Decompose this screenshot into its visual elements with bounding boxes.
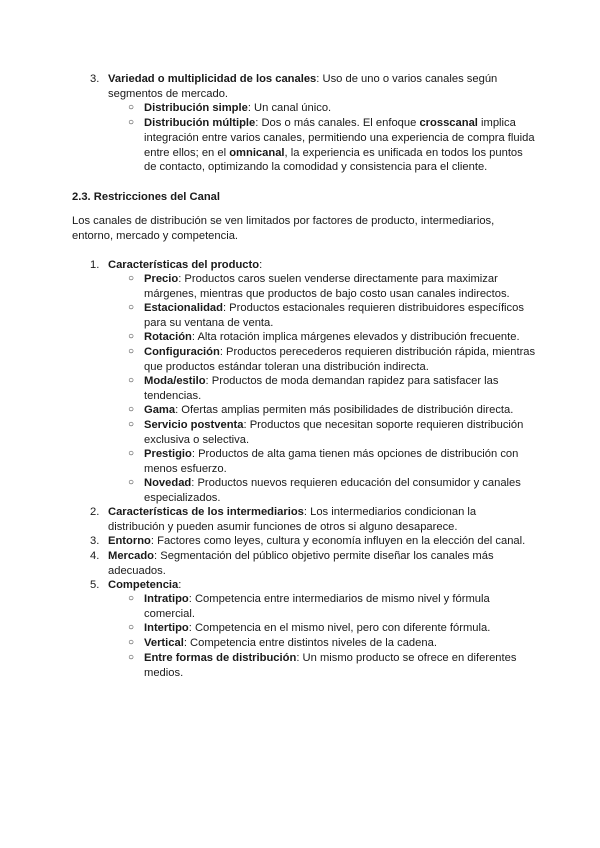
list-item-text: : Segmentación del público objetivo permite diseñar los canales más adecuados. <box>108 550 494 577</box>
list-number: 3. <box>90 73 100 85</box>
sub-item-text: : Productos perecederos requieren distribución rápida, mientras que productos estándar toleran una distribución indirecta. <box>144 346 536 373</box>
list-item-title: Características de los intermediarios <box>108 506 304 518</box>
list-item-title: Variedad o multiplicidad de los canales <box>108 73 317 85</box>
sub-item-text: : Competencia entre distintos niveles de la cadena. <box>183 637 437 649</box>
list-item-title: Mercado <box>108 550 155 562</box>
list-item-text: : <box>178 579 182 591</box>
sub-item-title: Prestigio <box>144 448 192 460</box>
sub-item-text-3: , la experiencia es unificada en todos los puntos de contacto, optimizando la comodidad y consistencia para el cliente. <box>144 146 523 174</box>
bullet-circle: ○ <box>128 375 135 386</box>
bullet-circle: ○ <box>128 593 135 604</box>
list-item-text: : Uso de uno o varios canales según segmentos de mercado. <box>108 73 498 100</box>
sub-item-servicio-postventa <box>128 418 536 448</box>
bullet-circle: ○ <box>128 448 135 459</box>
bullet-circle: ○ <box>128 273 135 284</box>
sub-item-title: Intertipo <box>144 622 189 634</box>
sub-item-intertipo <box>128 621 544 636</box>
sub-item-title: Servicio postventa <box>144 419 244 431</box>
sub-item-entre-formas <box>128 651 536 681</box>
list-item-variedad <box>90 72 528 102</box>
list-number: 2. <box>90 506 100 518</box>
sub-item-gama <box>128 403 544 418</box>
bullet-circle: ○ <box>128 302 135 313</box>
bullet-circle: ○ <box>128 346 135 357</box>
sub-item-text: : Productos estacionales requieren distribuidores específicos para su ventana de venta. <box>144 302 524 329</box>
list-number: 3. <box>90 535 100 547</box>
sub-item-text: : Productos de moda demandan rapidez para satisfacer las tendencias. <box>144 375 499 402</box>
sub-item-estacionalidad <box>128 301 536 331</box>
list-item-text: : <box>259 259 263 271</box>
list-item-producto <box>90 258 528 273</box>
section-heading: 2.3. Restricciones del Canal <box>72 191 220 203</box>
bullet-circle: ○ <box>128 331 135 342</box>
bullet-circle: ○ <box>128 477 135 488</box>
list-number: 1. <box>90 259 100 271</box>
list-item-intermediarios <box>90 505 508 535</box>
bullet-circle: ○ <box>128 652 135 663</box>
sub-item-precio <box>128 272 536 302</box>
bullet-circle: ○ <box>128 622 135 633</box>
bullet-circle: ○ <box>128 419 135 430</box>
list-item-title: Características del producto <box>108 259 260 271</box>
sub-item-text: : Competencia entre intermediarios de mismo nivel y fórmula comercial. <box>144 593 490 620</box>
sub-item-vertical <box>128 636 544 651</box>
sub-item-text: : Productos que necesitan soporte requieren distribución exclusiva o selectiva. <box>144 419 524 446</box>
sub-item-rotacion <box>128 330 544 345</box>
sub-item-text: : Productos caros suelen venderse directamente para maximizar márgenes, mientras que productos de bajo costo usan canales indirectos. <box>144 273 510 300</box>
sub-item-title: Distribución múltiple <box>144 117 256 129</box>
sub-item-title: Gama <box>144 404 176 416</box>
bullet-circle: ○ <box>128 102 135 113</box>
sub-item-title: Entre formas de distribución <box>144 652 297 664</box>
list-item-title: Entorno <box>108 535 151 547</box>
sub-item-distribucion-simple <box>128 101 544 116</box>
list-number: 4. <box>90 550 100 562</box>
sub-item-text: : Competencia en el mismo nivel, pero con diferente fórmula. <box>188 622 491 634</box>
sub-item-moda <box>128 374 536 404</box>
sub-item-configuracion <box>128 345 536 375</box>
list-item-entorno <box>90 534 548 549</box>
sub-item-text: : Productos de alta gama tienen más opciones de distribución con menos esfuerzo. <box>144 448 519 475</box>
sub-item-title: Novedad <box>144 477 192 489</box>
sub-item-prestigio <box>128 447 536 477</box>
sub-item-distribucion-multiple <box>128 116 536 175</box>
term-omnicanal: omnicanal <box>229 146 285 159</box>
sub-item-novedad <box>128 476 536 506</box>
sub-item-text: : Alta rotación implica márgenes elevados y distribución frecuente. <box>191 331 520 343</box>
section-intro: Los canales de distribución se ven limitados por factores de producto, intermediarios, entorno, mercado y competencia. <box>72 215 495 242</box>
list-number: 5. <box>90 579 100 591</box>
list-item-mercado <box>90 549 518 579</box>
sub-item-title: Intratipo <box>144 593 189 605</box>
bullet-circle: ○ <box>128 117 135 128</box>
sub-item-text: : Ofertas amplias permiten más posibilidades de distribución directa. <box>175 404 514 416</box>
sub-item-text: : Dos o más canales. El enfoque <box>255 117 420 129</box>
sub-item-title: Moda/estilo <box>144 375 206 387</box>
sub-item-title: Estacionalidad <box>144 302 223 314</box>
term-crosscanal: crosscanal <box>419 117 478 129</box>
sub-item-text: : Un mismo producto se ofrece en diferentes medios. <box>144 652 517 679</box>
list-item-text: : Factores como leyes, cultura y economía influyen en la elección del canal. <box>150 535 526 547</box>
bullet-circle: ○ <box>128 637 135 648</box>
sub-item-text-2: implica integración entre varios canales, permitiendo una experiencia de compra fluida entre ellos; en el <box>144 117 535 159</box>
sub-item-intratipo <box>128 592 524 622</box>
list-item-competencia <box>90 578 528 593</box>
sub-item-text: : Un canal único. <box>247 102 332 114</box>
sub-item-title: Vertical <box>144 637 184 649</box>
sub-item-title: Distribución simple <box>144 102 248 114</box>
list-item-text: : Los intermediarios condicionan la distribución y pueden asumir funciones de otros si alguno desaparece. <box>108 506 477 533</box>
list-item-title: Competencia <box>108 579 179 591</box>
sub-item-title: Rotación <box>144 331 192 343</box>
sub-item-text: : Productos nuevos requieren educación del consumidor y canales especializados. <box>144 477 521 504</box>
bullet-circle: ○ <box>128 404 135 415</box>
sub-item-title: Configuración <box>144 346 220 358</box>
sub-item-title: Precio <box>144 273 179 285</box>
